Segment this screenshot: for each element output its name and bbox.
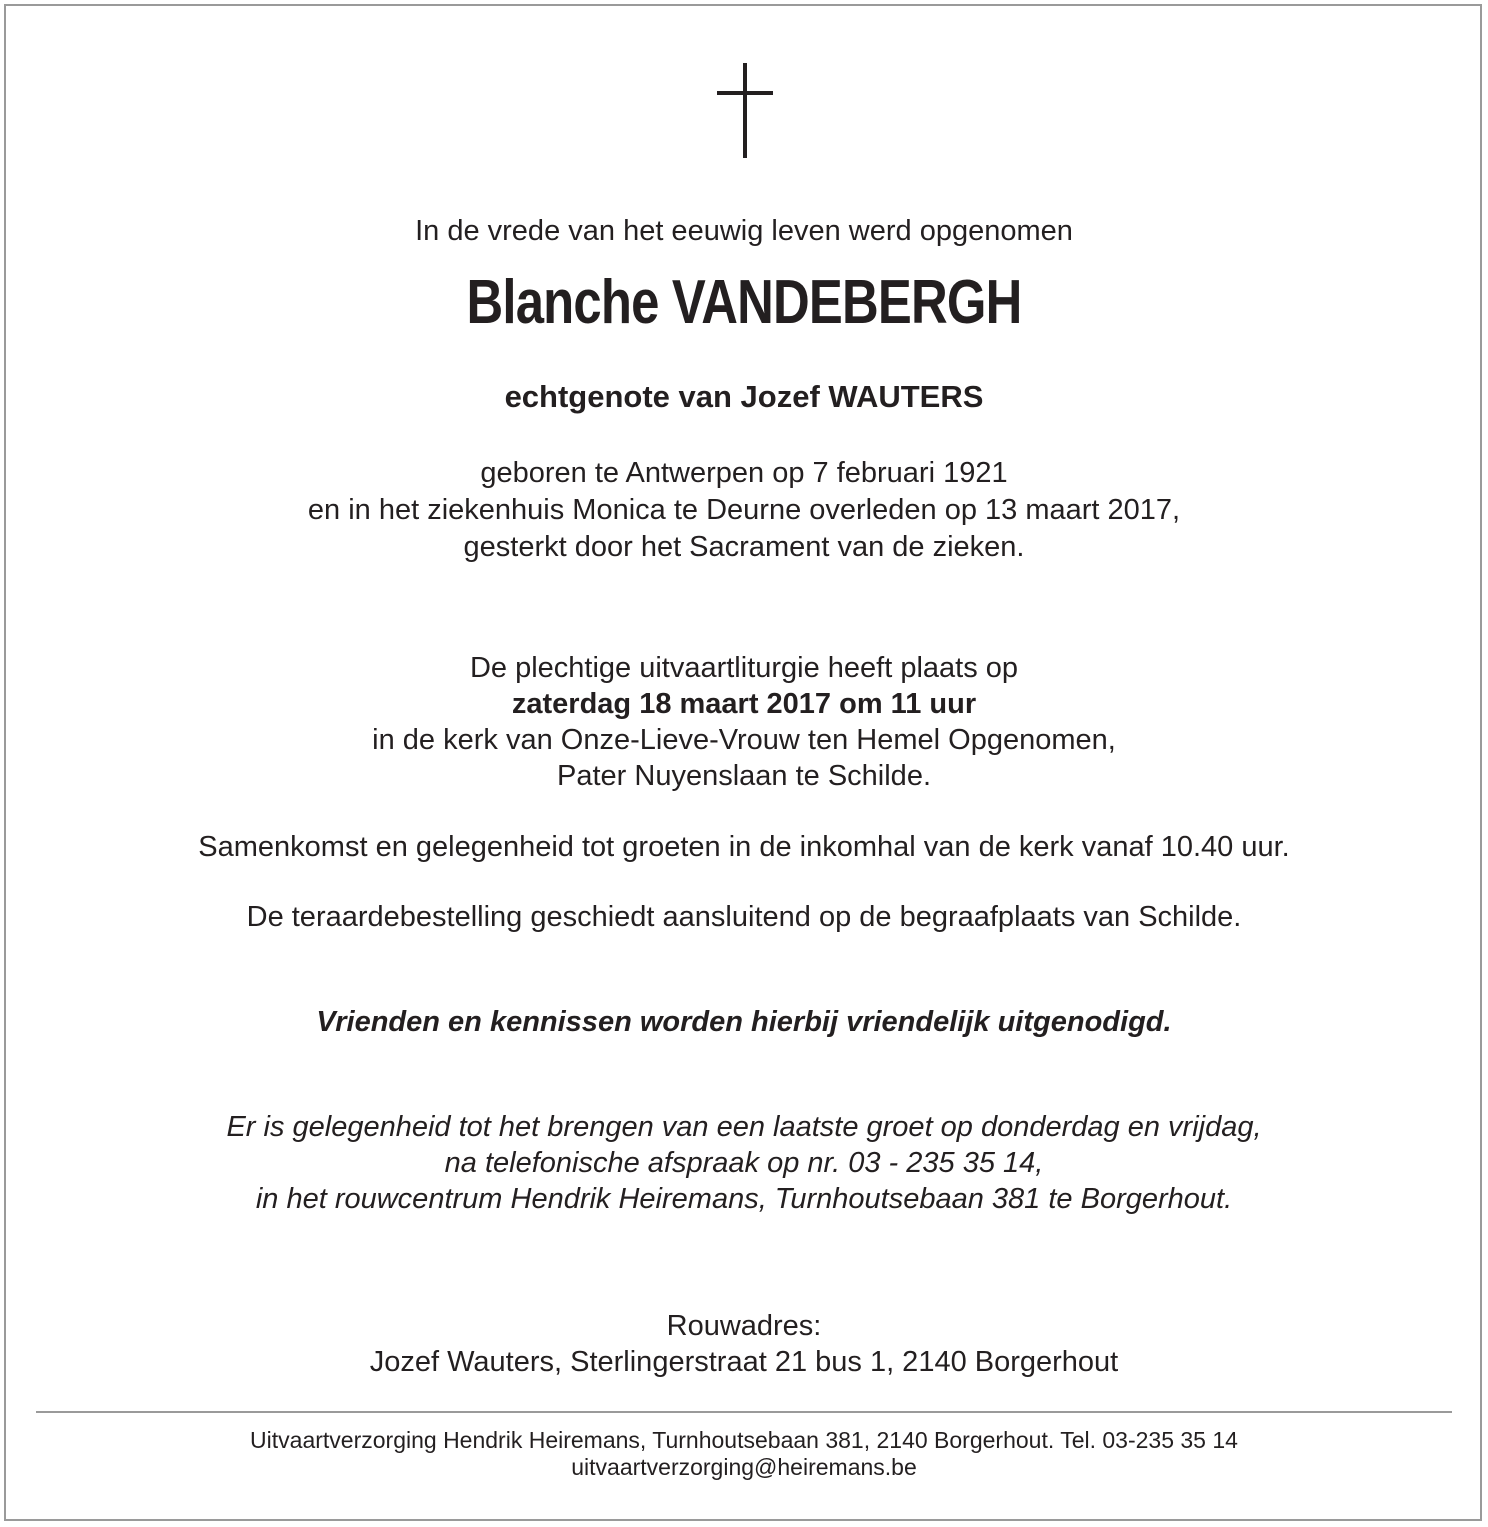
gathering-line: Samenkomst en gelegenheid tot groeten in de inkomhal van de kerk vanaf 10.40 uur. (198, 831, 1290, 863)
visitation-line-3: in het rouwcentrum Hendrik Heiremans, Turnhoutsebaan 381 te Borgerhout. (255, 1183, 1233, 1215)
deceased-name: Blanche VANDEBERGH (466, 268, 1022, 337)
birth-line: geboren te Antwerpen op 7 februari 1921 (480, 457, 1008, 489)
sacrament-line: gesterkt door het Sacrament van de zieken. (463, 531, 1025, 563)
mourning-address: Jozef Wauters, Sterlingerstraat 21 bus 1, 2140 Borgerhout (369, 1346, 1119, 1378)
spouse-line: echtgenote van Jozef WAUTERS (504, 379, 984, 414)
invitation-line: Vrienden en kennissen worden hierbij vriendelijk uitgenodigd. (316, 1006, 1172, 1038)
cross-icon (715, 63, 775, 158)
ceremony-intro: De plechtige uitvaartliturgie heeft plaats op (469, 652, 1019, 684)
ceremony-datetime: zaterdag 18 maart 2017 om 11 uur (511, 688, 977, 720)
footer-email: uitvaartverzorging@heiremans.be (571, 1454, 917, 1480)
visitation-line-2: na telefonische afspraak op nr. 03 - 235 35 14, (444, 1147, 1044, 1179)
ceremony-church: in de kerk van Onze-Lieve-Vrouw ten Hemel Opgenomen, (372, 724, 1116, 756)
footer-divider (36, 1411, 1452, 1413)
ceremony-street: Pater Nuyenslaan te Schilde. (557, 760, 931, 792)
burial-line: De teraardebestelling geschiedt aansluitend op de begraafplaats van Schilde. (246, 901, 1242, 933)
intro-text: In de vrede van het eeuwig leven werd opgenomen (415, 215, 1073, 247)
death-line: en in het ziekenhuis Monica te Deurne overleden op 13 maart 2017, (307, 494, 1181, 526)
footer-company: Uitvaartverzorging Hendrik Heiremans, Turnhoutsebaan 381, 2140 Borgerhout. Tel. 03-235 35 14 (250, 1427, 1238, 1453)
mourning-address-label: Rouwadres: (666, 1310, 822, 1342)
visitation-line-1: Er is gelegenheid tot het brengen van een laatste groet op donderdag en vrijdag, (226, 1111, 1262, 1143)
